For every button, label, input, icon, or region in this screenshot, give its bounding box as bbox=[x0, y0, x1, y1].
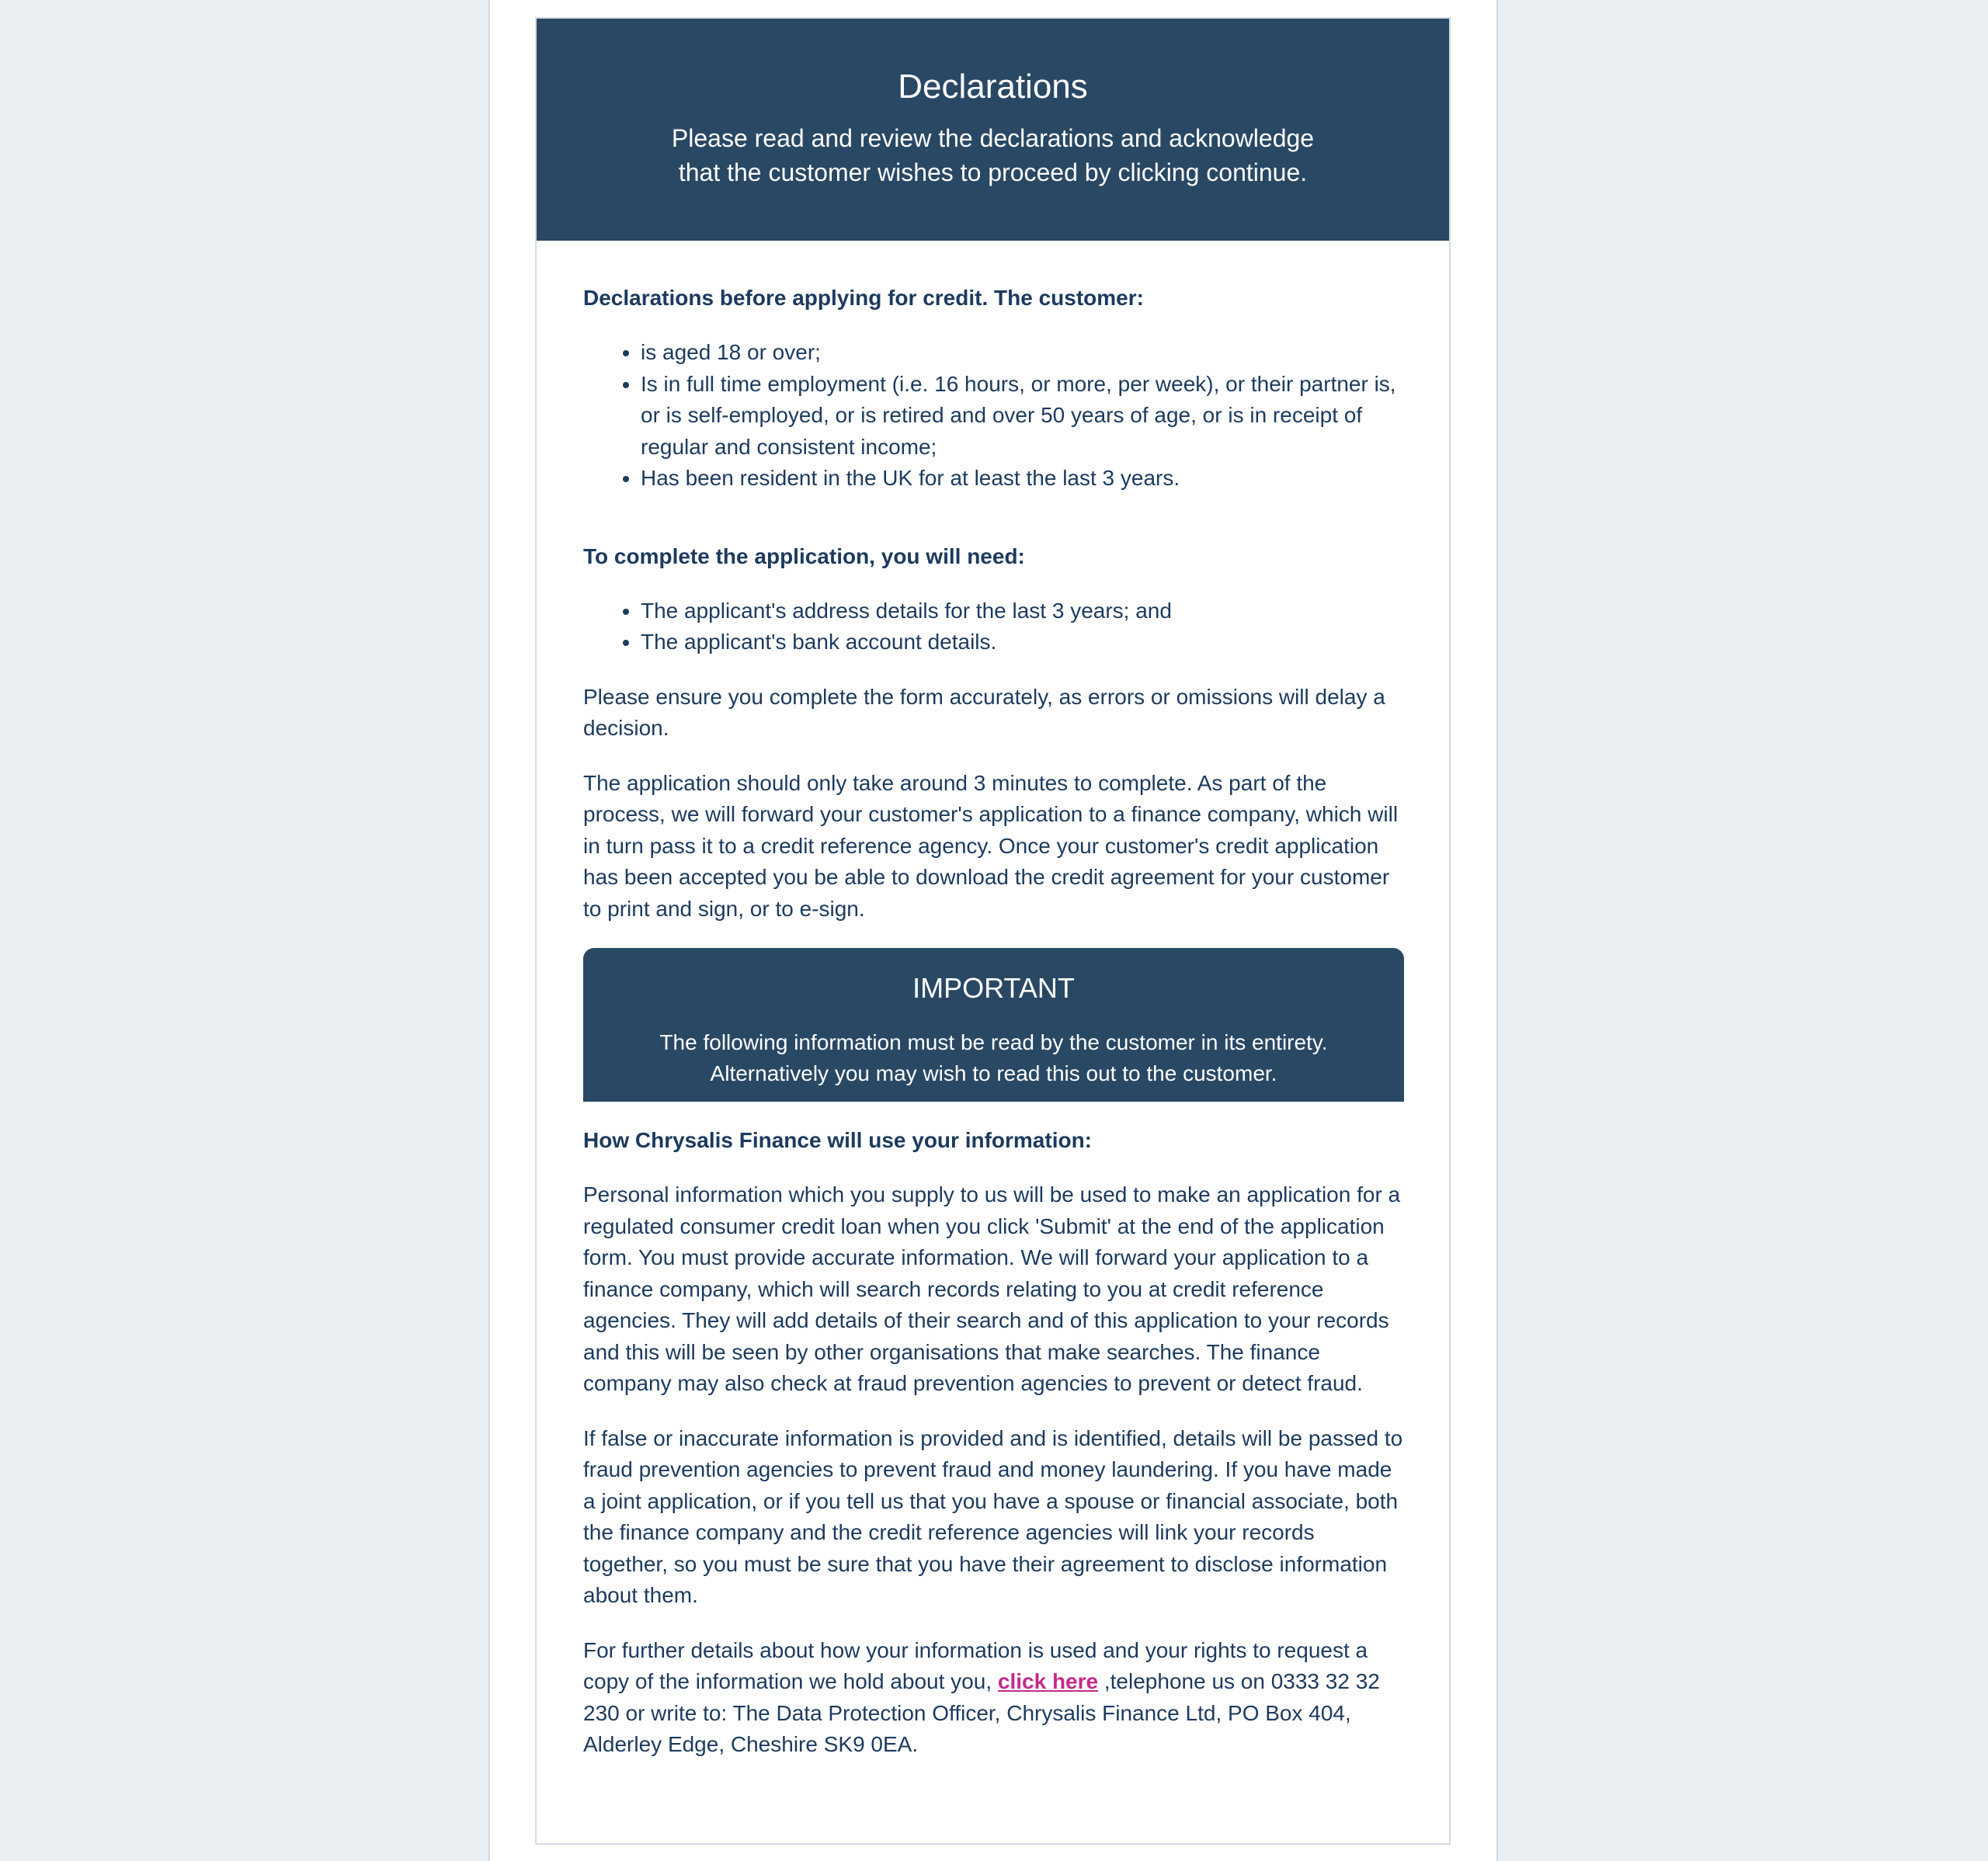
list-item: • The applicant's bank account details. bbox=[641, 627, 1404, 658]
privacy-paragraph-3-start: For further details about how your information is used and your rights to request a copy of the information we hold about you, bbox=[583, 1637, 1368, 1693]
accuracy-note: Please ensure you complete the form accurately, as errors or omissions will delay a decision. bbox=[583, 684, 1385, 740]
privacy-paragraph-2: If false or inaccurate information is provided and is identified, details will be passed to fraud prevention agencies to prevent fraud and money laundering. If you have made a joint application, or if you tell us that you have a spouse or financial associate, both the finance company and the credit reference agencies will link your records together, so you must be sure that you have their agreement to disclose information about them. bbox=[583, 1425, 1403, 1607]
eligibility-heading: Declarations before applying for credit. The customer: bbox=[583, 286, 1144, 310]
page-subtitle: Please read and review the declarations and acknowledge that the customer wishes to proceed by clicking continue. bbox=[671, 124, 1315, 186]
important-text bbox=[583, 1027, 1404, 1089]
important-line-1: The following information must be read by the customer in its entirety. bbox=[659, 1030, 1328, 1054]
privacy-paragraph-1: Personal information which you supply to us will be used to make an application for a regulated consumer credit loan when you click 'Submit' at the end of the application form. You must provide accurate information. We will forward your application to a finance company, which will search records relating to you at credit reference agencies. They will add details of their search and of this application to your records and this will be seen by other organisations that make searches. The finance company may also check at fraud prevention agencies to prevent or detect fraud. bbox=[583, 1182, 1401, 1395]
list-item: • Has been resident in the UK for at least the last 3 years. bbox=[641, 463, 1404, 495]
requirements-list bbox=[583, 595, 1404, 658]
requirements-heading: To complete the application, you will need: bbox=[583, 543, 1025, 568]
list-item: • Is in full time employment (i.e. 16 hours, or more, per week), or their partner is, or is self-employed, or is retired and over 50 years of age, or is in receipt of regular and consistent income; bbox=[641, 369, 1404, 464]
declarations-card bbox=[535, 17, 1451, 1845]
important-line-2: Alternatively you may wish to read this out to the customer. bbox=[710, 1061, 1277, 1085]
privacy-paragraph-3-end: ,telephone us on 0333 32 32 230 or write to: The Data Protection Officer, Chrysalis Finance Ltd, PO Box 404, Alderley Edge, Cheshire SK9 0EA. bbox=[583, 1669, 1380, 1756]
declarations-header bbox=[537, 19, 1449, 241]
process-note: The application should only take around 3 minutes to complete. As part of the process, we will forward your customer's application to a finance company, which will in turn pass it to a credit reference agency. Once your customer's credit application has been accepted you be able to download the credit agreement for your customer to print and sign, or to e-sign. bbox=[583, 770, 1399, 921]
eligibility-list bbox=[583, 337, 1404, 495]
privacy-heading: How Chrysalis Finance will use your information: bbox=[583, 1128, 1093, 1152]
important-banner bbox=[583, 948, 1404, 1102]
list-item: • The applicant's address details for the last 3 years; and bbox=[641, 595, 1404, 627]
privacy-paragraph-3 bbox=[583, 1635, 1404, 1761]
important-title: IMPORTANT bbox=[912, 972, 1075, 1004]
declarations-content bbox=[537, 241, 1449, 1761]
click-here-link[interactable]: click here bbox=[997, 1669, 1099, 1693]
page-title: Declarations bbox=[898, 68, 1088, 106]
list-item: • is aged 18 or over; bbox=[641, 337, 1404, 369]
